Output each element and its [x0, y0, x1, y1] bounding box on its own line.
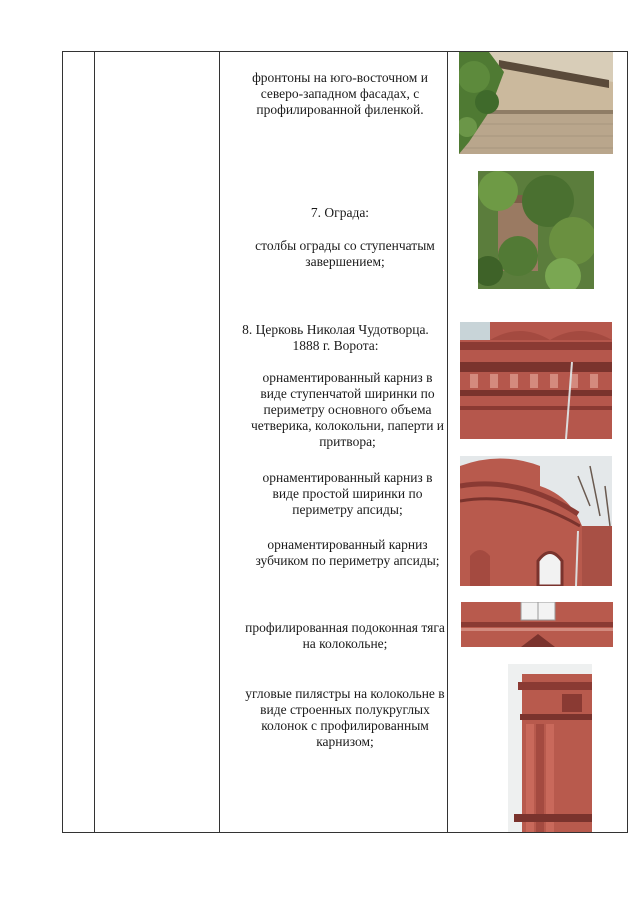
fence-heading: 7. Ограда: [310, 205, 370, 220]
church-heading: 8. Церковь Николая Чудотворца. 1888 г. Ворота: [242, 322, 429, 353]
table-col-divider-1 [94, 51, 95, 833]
pilaster-description: угловые пилястры на колокольне в виде строенных полукруглых колонок с профилированным карнизом; [245, 686, 445, 749]
apse-photo [460, 456, 612, 586]
church-cornice-photo [460, 322, 612, 439]
table-bottom-border [62, 832, 628, 833]
pilaster-photo [508, 664, 592, 832]
cornice-stepped-description: орнаментированный карниз в виде ступенчатой ширинки по периметру основного объема четверика, колокольни, паперти и притвора; [250, 370, 445, 449]
window-sill-photo [461, 602, 613, 647]
window-sill-description: профилированная подоконная тяга на колокольне; [245, 620, 445, 651]
table-col-divider-2 [219, 51, 220, 833]
table-col-divider-3 [447, 51, 448, 833]
fence-description: столбы ограды со ступенчатым завершением; [255, 238, 435, 269]
fence-post-photo [478, 171, 594, 289]
cornice-dentil-description: орнаментированный карниз зубчиком по периметру апсиды; [255, 537, 440, 568]
gable-pediment-photo [459, 52, 613, 154]
table-left-border [62, 51, 63, 833]
table-right-border [627, 51, 628, 833]
gable-description: фронтоны на юго-восточном и северо-западном фасадах, с профилированной филенкой. [252, 70, 428, 117]
cornice-simple-description: орнаментированный карниз в виде простой ширинки по периметру апсиды; [262, 470, 433, 517]
